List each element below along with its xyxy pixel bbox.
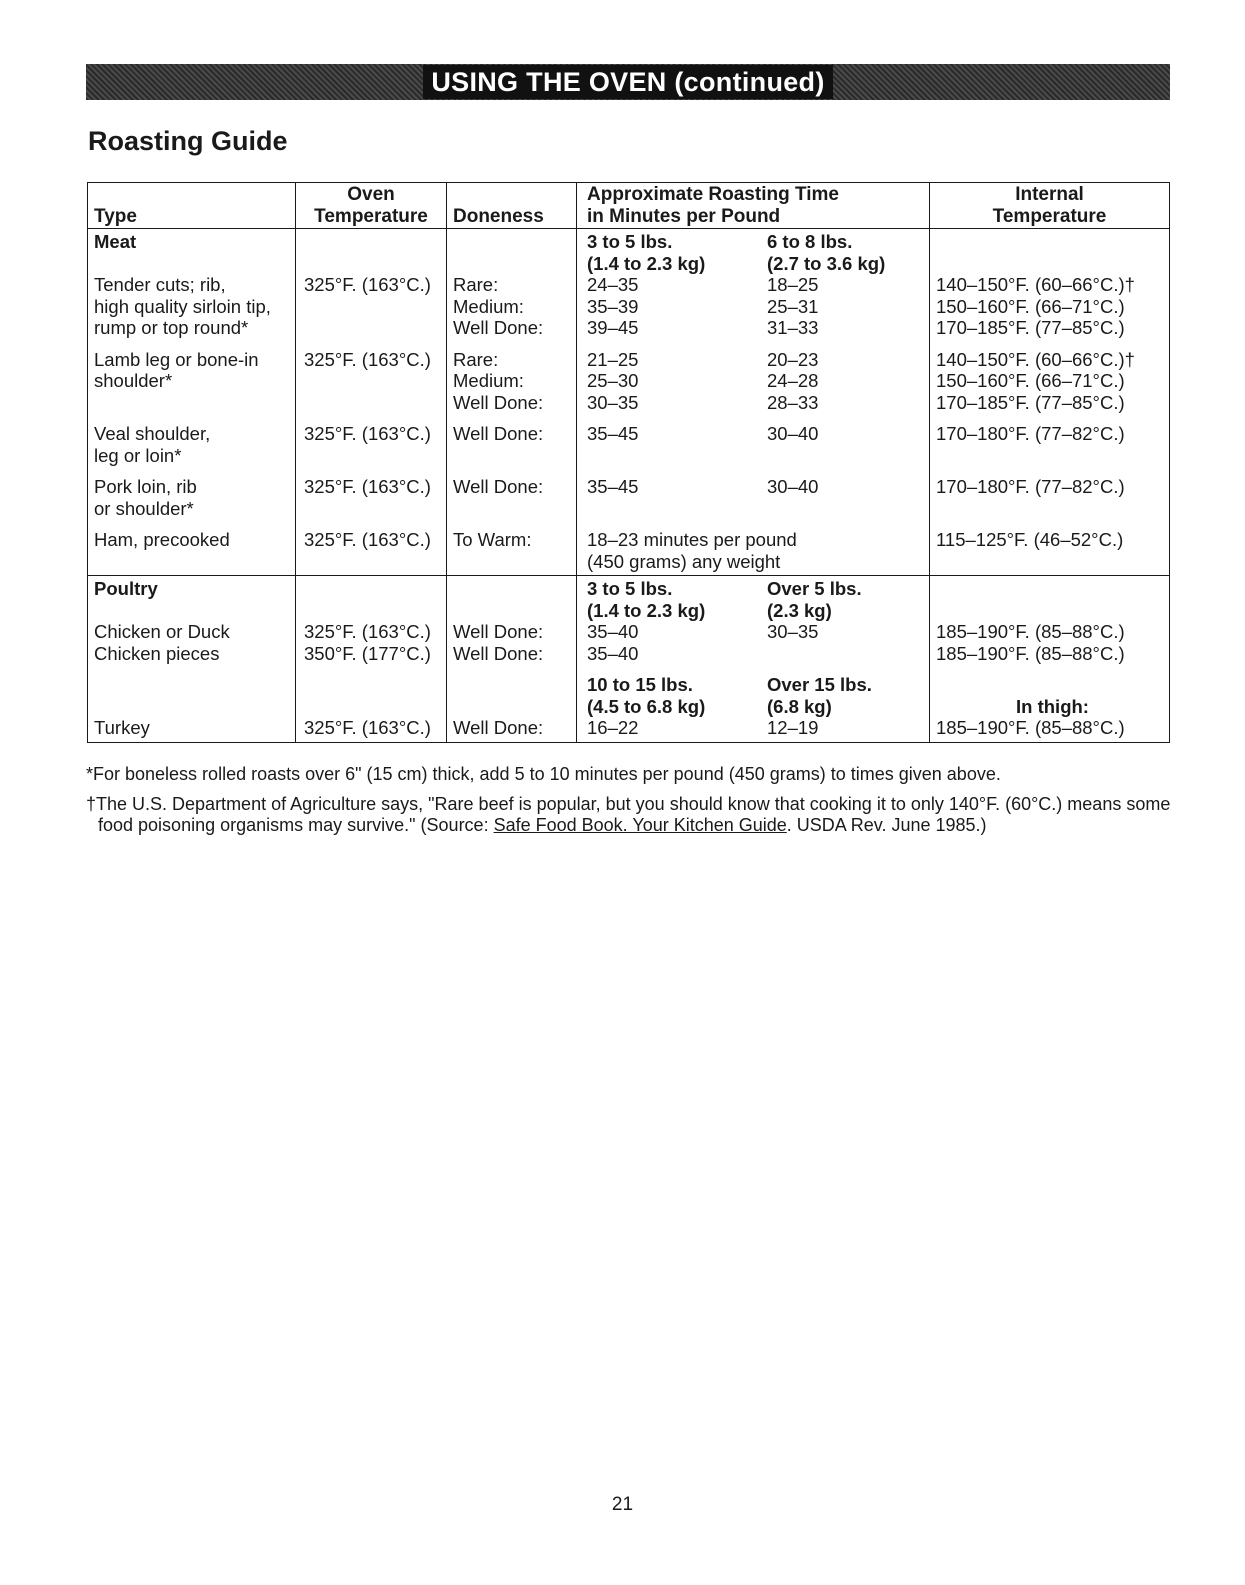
weight-header: (1.4 to 2.3 kg) (2.3 kg) (587, 599, 832, 621)
header-oven-temperature: Oven Temperature (296, 183, 447, 228)
roasting-guide-table (87, 182, 1170, 743)
header-roasting-time: Approximate Roasting Time in Minutes per Pound (577, 183, 930, 228)
table-cell: 185–190°F. (85–88°C.) (936, 642, 1125, 664)
table-row: 35–40 (587, 642, 639, 664)
table-cell: To Warm: (453, 529, 532, 550)
table-cell: 325°F. (163°C.) (304, 423, 431, 444)
table-cell: 150–160°F. (66–71°C.) (936, 295, 1125, 317)
weight-header: (1.4 to 2.3 kg) (2.7 to 3.6 kg) (587, 252, 886, 274)
table-cell: 170–185°F. (77–85°C.) (936, 391, 1125, 413)
table-cell: Well Done: (453, 717, 544, 738)
weight-header: 10 to 15 lbs. Over 15 lbs. (587, 674, 872, 695)
table-cell: Chicken pieces (94, 642, 220, 664)
weight-header: 3 to 5 lbs. Over 5 lbs. (587, 578, 862, 599)
meat-doneness-column (447, 229, 577, 575)
table-cell: 140–150°F. (60–66°C.)† (936, 274, 1135, 295)
table-cell: Medium: (453, 295, 524, 317)
table-row: 25–30 24–28 (587, 370, 819, 391)
header-type: Type (88, 183, 296, 228)
meat-roasting-time-column (577, 229, 930, 575)
table-cell: Turkey (94, 717, 150, 738)
poultry-temperature-column (296, 576, 447, 742)
header-doneness: Doneness (447, 183, 577, 228)
table-cell: 325°F. (163°C.) (304, 529, 431, 550)
table-cell: Medium: (453, 370, 524, 391)
table-cell: Well Done: (453, 642, 544, 664)
table-row: 30–35 28–33 (587, 391, 819, 413)
table-cell: 350°F. (177°C.) (304, 642, 431, 664)
footnotes (86, 764, 1176, 836)
weight-header: 3 to 5 lbs. 6 to 8 lbs. (587, 231, 853, 252)
table-row: 35–45 30–40 (587, 476, 819, 497)
footnote-boneless: *For boneless rolled roasts over 6" (15 cm) thick, add 5 to 10 minutes per pound (450 grams) to times given above. (86, 764, 1001, 784)
table-row: 35–39 25–31 (587, 295, 819, 317)
table-cell: leg or loin* (94, 444, 182, 466)
table-row: 16–22 12–19 (587, 717, 819, 738)
section-banner (86, 64, 1170, 100)
weight-header: (4.5 to 6.8 kg) (6.8 kg) (587, 695, 832, 717)
table-cell: Veal shoulder, (94, 423, 211, 444)
page-number: 21 (611, 1494, 634, 1515)
poultry-doneness-column (447, 576, 577, 742)
meat-section (88, 229, 1169, 576)
header-internal-temperature: Internal Temperature (992, 184, 1107, 227)
table-cell: 140–150°F. (60–66°C.)† (936, 348, 1135, 370)
table-cell: or shoulder* (94, 497, 194, 519)
poultry-label: Poultry (94, 578, 158, 599)
table-cell: 185–190°F. (85–88°C.) (936, 621, 1125, 642)
table-cell: 150–160°F. (66–71°C.) (936, 370, 1125, 391)
footnote-usda: †The U.S. Department of Agriculture says, "Rare beef is popular, but you should know that cooking it to only 140°F. (60°C.) means some food poisoning organisms may survive." (Source: Safe Food Book. Your Kitchen Guide. USDA Rev. June 1985.) (86, 794, 1171, 835)
table-cell: 325°F. (163°C.) (304, 274, 431, 295)
table-cell: Tender cuts; rib, (94, 274, 226, 295)
page-title: Roasting Guide (88, 126, 288, 156)
table-cell: Well Done: (453, 317, 544, 338)
thigh-label: In thigh: (1016, 695, 1089, 717)
meat-internal-temp-column (930, 229, 1169, 575)
meat-type-column (88, 229, 296, 575)
table-row: 24–35 18–25 (587, 274, 819, 295)
table-cell: 325°F. (163°C.) (304, 476, 431, 497)
meat-label: Meat (94, 231, 137, 252)
table-cell: 325°F. (163°C.) (304, 348, 431, 370)
table-cell: Well Done: (453, 621, 544, 642)
table-cell: rump or top round* (94, 317, 249, 338)
table-cell: Well Done: (453, 391, 544, 413)
usda-source-title: Safe Food Book. Your Kitchen Guide (493, 815, 787, 835)
table-cell: 170–180°F. (77–82°C.) (936, 476, 1125, 497)
table-cell: 325°F. (163°C.) (304, 621, 431, 642)
table-cell: 325°F. (163°C.) (304, 717, 431, 738)
poultry-roasting-time-column (577, 576, 930, 742)
meat-temperature-column (296, 229, 447, 575)
table-cell: Rare: (453, 348, 499, 370)
table-cell: 170–180°F. (77–82°C.) (936, 423, 1125, 444)
table-cell: 170–185°F. (77–85°C.) (936, 317, 1125, 338)
table-header-row (88, 183, 1169, 229)
table-cell: Rare: (453, 274, 499, 295)
poultry-internal-temp-column (930, 576, 1169, 742)
banner-title: USING THE OVEN (continued) (423, 65, 832, 99)
poultry-section (88, 576, 1169, 742)
table-row: 21–25 20–23 (587, 348, 819, 370)
table-cell: shoulder* (94, 370, 173, 391)
table-cell: Chicken or Duck (94, 621, 230, 642)
table-cell: (450 grams) any weight (587, 550, 781, 572)
table-row: 35–40 30–35 (587, 621, 819, 642)
table-cell: Ham, precooked (94, 529, 230, 550)
poultry-type-column (88, 576, 296, 742)
table-cell: Well Done: (453, 476, 544, 497)
table-cell: 18–23 minutes per pound (587, 529, 797, 550)
table-row: 39–45 31–33 (587, 317, 819, 338)
table-cell: Lamb leg or bone-in (94, 348, 259, 370)
table-cell: 185–190°F. (85–88°C.) (936, 717, 1125, 738)
table-cell: Pork loin, rib (94, 476, 197, 497)
table-row: 35–45 30–40 (587, 423, 819, 444)
table-cell: 115–125°F. (46–52°C.) (936, 529, 1124, 550)
table-cell: high quality sirloin tip, (94, 295, 271, 317)
table-cell: Well Done: (453, 423, 544, 444)
